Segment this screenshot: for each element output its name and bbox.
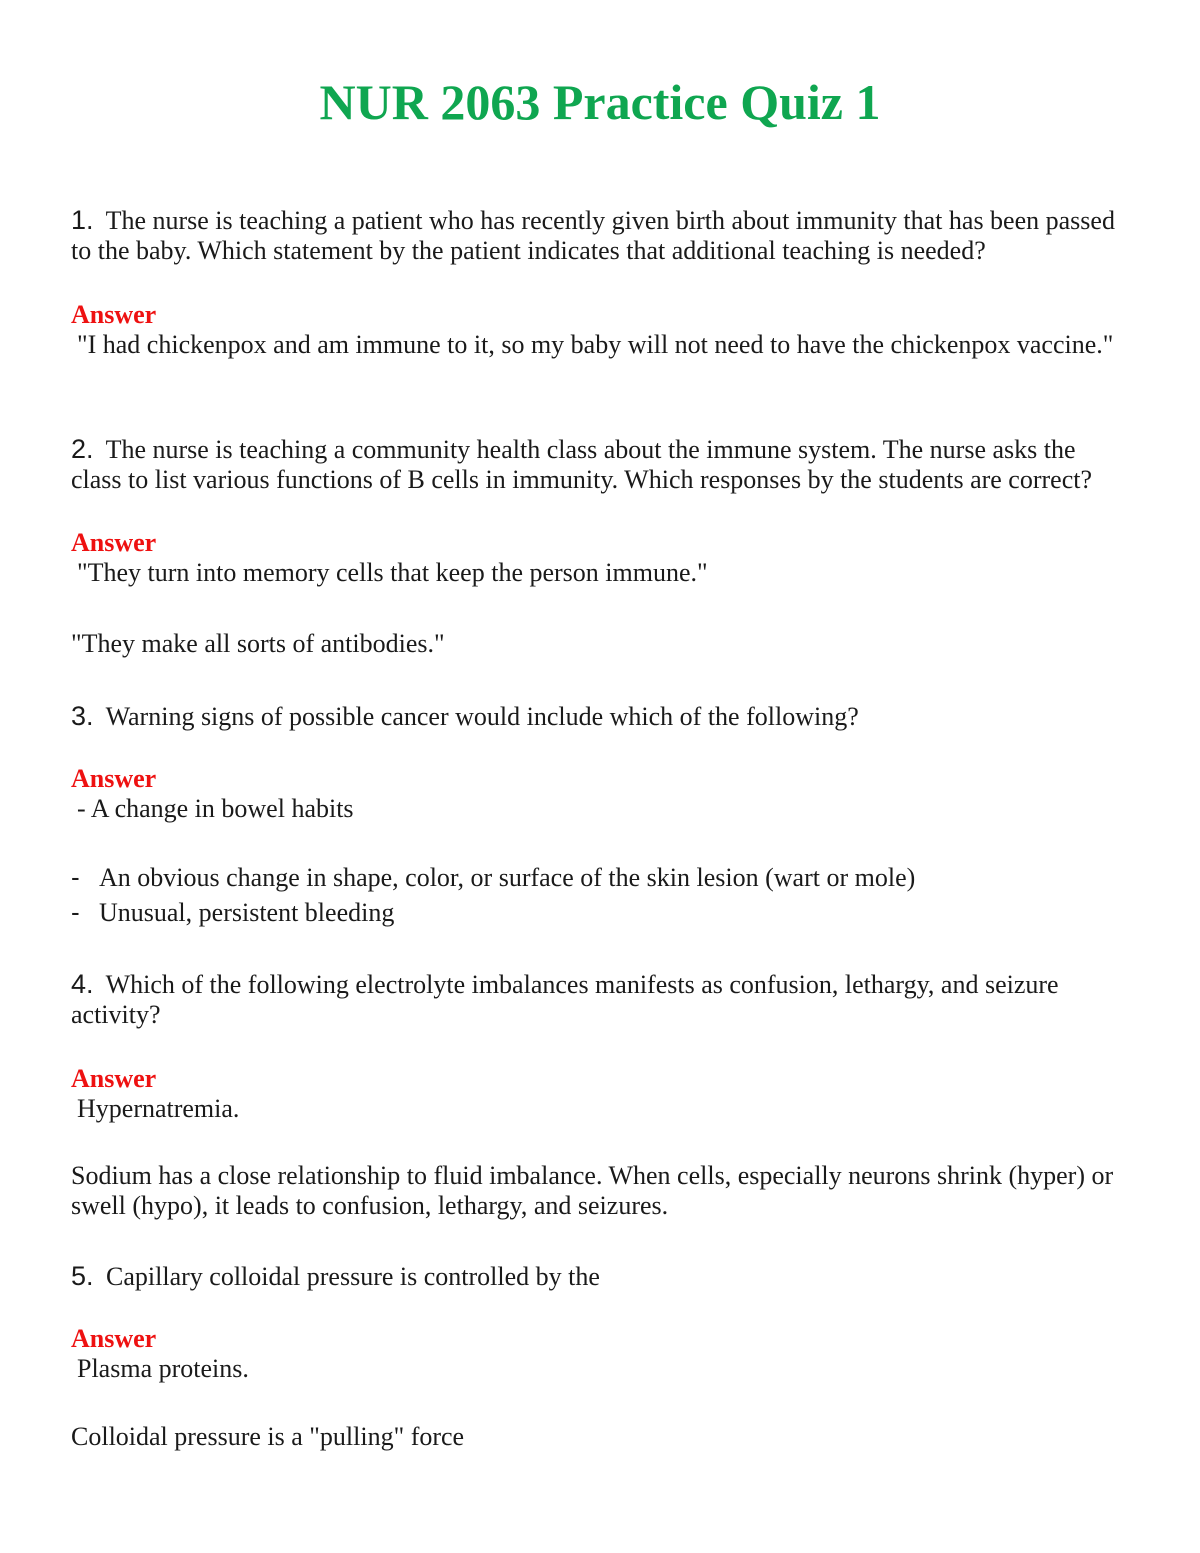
answer-extra-text: Colloidal pressure is a "pulling" force xyxy=(71,1422,465,1451)
question-text: Warning signs of possible cancer would include which of the following? xyxy=(105,702,859,731)
question-text: Capillary colloidal pressure is controlled by the xyxy=(106,1262,600,1291)
answer-text: "They turn into memory cells that keep the person immune." xyxy=(77,558,708,587)
question-3 xyxy=(71,701,1131,732)
answer-text: "I had chickenpox and am immune to it, so my baby will not need to have the chickenpox vaccine." xyxy=(77,330,1114,359)
question-2 xyxy=(71,434,1131,495)
answer-5-extra xyxy=(71,1422,1131,1452)
question-1 xyxy=(71,205,1131,266)
answer-extra-text: Sodium has a close relationship to fluid imbalance. When cells, especially neurons shrink (hyper) or swell (hypo), it leads to confusion, lethargy, and seizures. xyxy=(71,1161,1114,1220)
question-number: 5. xyxy=(71,1261,94,1291)
answer-extra-text: "They make all sorts of antibodies." xyxy=(71,629,445,658)
list-item xyxy=(71,895,1131,930)
question-number: 4. xyxy=(71,969,94,999)
answer-2 xyxy=(71,528,1131,588)
answer-label: Answer xyxy=(71,528,157,557)
question-5 xyxy=(71,1261,1131,1292)
answer-text: Plasma proteins. xyxy=(77,1354,249,1383)
question-text: Which of the following electrolyte imbalances manifests as confusion, lethargy, and seizure activity? xyxy=(71,970,1059,1029)
dash-bullet: - xyxy=(71,862,80,892)
list-item-text: An obvious change in shape, color, or surface of the skin lesion (wart or mole) xyxy=(99,863,916,892)
list-item-text: Unusual, persistent bleeding xyxy=(99,898,395,927)
answer-4-extra xyxy=(71,1161,1131,1221)
answer-4 xyxy=(71,1064,1131,1124)
answer-text: Hypernatremia. xyxy=(77,1094,240,1123)
answer-2-extra xyxy=(71,629,1131,659)
question-number: 3. xyxy=(71,701,94,731)
answer-5 xyxy=(71,1324,1131,1384)
list-item xyxy=(71,860,1131,895)
answer-text: - A change in bowel habits xyxy=(77,794,354,823)
question-text: The nurse is teaching a patient who has recently given birth about immunity that has been passed to the baby. Which statement by the patient indicates that additional teaching is needed? xyxy=(71,206,1115,265)
answer-label: Answer xyxy=(71,1064,157,1093)
answer-3-list xyxy=(71,860,1131,930)
dash-bullet: - xyxy=(71,897,80,927)
question-number: 2. xyxy=(71,434,94,464)
question-text: The nurse is teaching a community health class about the immune system. The nurse asks the class to list various functions of B cells in immunity. Which responses by the students are correct? xyxy=(71,435,1093,494)
answer-1 xyxy=(71,300,1131,360)
page-title: NUR 2063 Practice Quiz 1 xyxy=(319,74,881,130)
answer-label: Answer xyxy=(71,764,157,793)
question-4 xyxy=(71,969,1131,1030)
answer-3 xyxy=(71,764,1131,824)
question-number: 1. xyxy=(71,205,94,235)
answer-label: Answer xyxy=(71,1324,157,1353)
answer-label: Answer xyxy=(71,300,157,329)
